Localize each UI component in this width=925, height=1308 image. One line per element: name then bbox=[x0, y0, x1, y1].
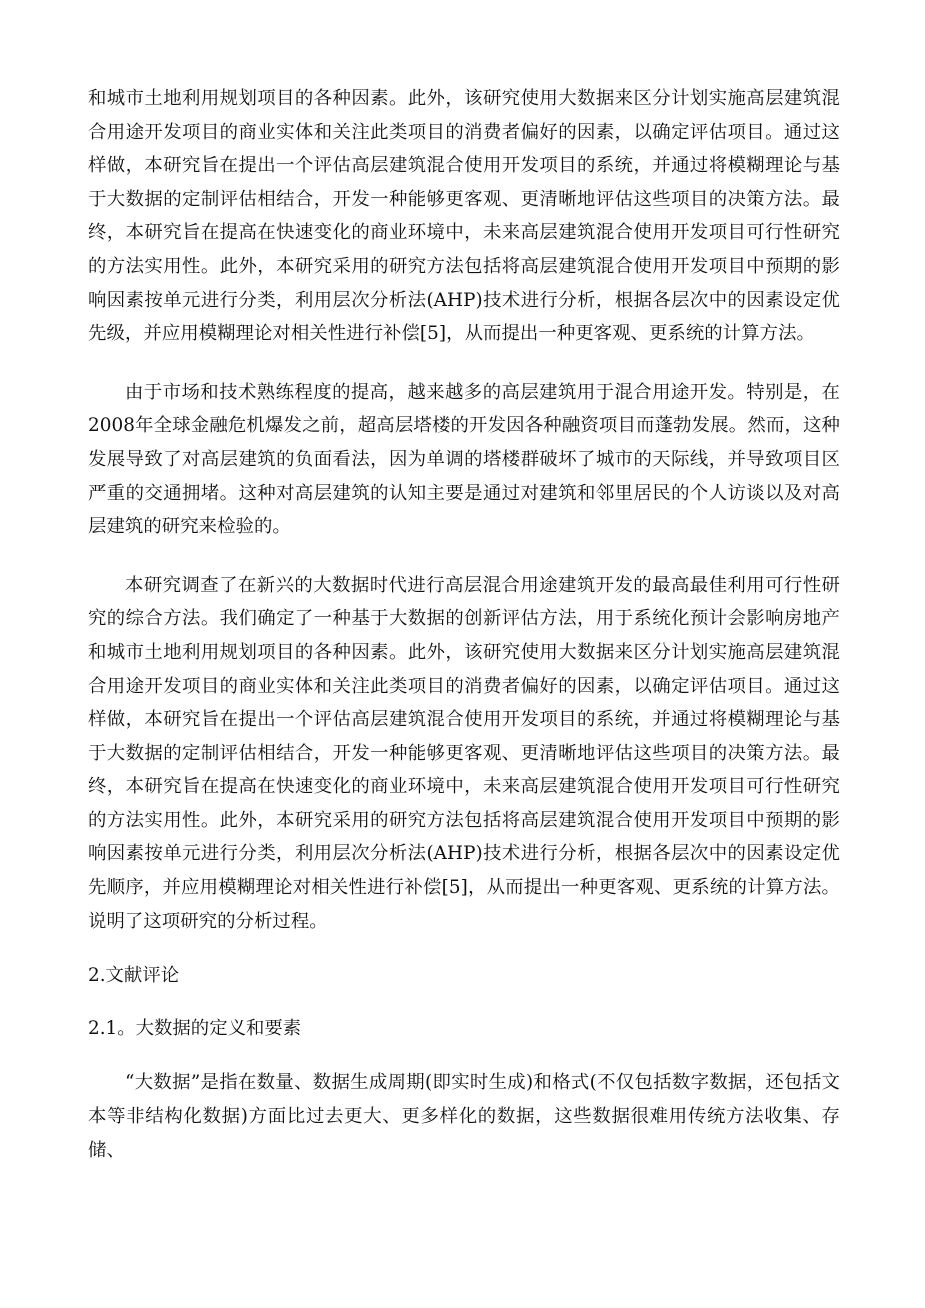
paragraph-continued: 和城市土地利用规划项目的各种因素。此外，该研究使用大数据来区分计划实施高层建筑混合用途开发项目的商业实体和关注此类项目的消费者偏好的因素，以确定评估项目。通过这样做，本研究旨在提出一个评估高层建筑混合使用开发项目的系统，并通过将模糊理论与基于大数据的定制评估相结合，开发一种能够更客观、更清晰地评估这些项目的决策方法。最终，本研究旨在提高在快速变化的商业环境中，未来高层建筑混合使用开发项目可行性研究的方法实用性。此外，本研究采用的研究方法包括将高层建筑混合使用开发项目中预期的影响因素按单元进行分类，利用层次分析法(AHP)技术进行分析，根据各层次中的因素设定优先级，并应用模糊理论对相关性进行补偿[5]，从而提出一种更客观、更系统的计算方法。 bbox=[88, 88, 840, 345]
paragraph-study-overview: 本研究调查了在新兴的大数据时代进行高层混合用途建筑开发的最高最佳利用可行性研究的综合方法。我们确定了一种基于大数据的创新评估方法，用于系统化预计会影响房地产和城市土地利用规划项目的各种因素。此外，该研究使用大数据来区分计划实施高层建筑混合用途开发项目的商业实体和关注此类项目的消费者偏好的因素，以确定评估项目。通过这样做，本研究旨在提出一个评估高层建筑混合使用开发项目的系统，并通过将模糊理论与基于大数据的定制评估相结合，开发一种能够更客观、更清晰地评估这些项目的决策方法。最终，本研究旨在提高在快速变化的商业环境中，未来高层建筑混合使用开发项目可行性研究的方法实用性。此外，本研究采用的研究方法包括将高层建筑混合使用开发项目中预期的影响因素按单元进行分类，利用层次分析法(AHP)技术进行分析，根据各层次中的因素设定优先顺序，并应用模糊理论对相关性进行补偿[5]，从而提出一种更客观、更系统的计算方法。说明了这项研究的分析过程。 bbox=[88, 574, 840, 932]
paragraph-big-data-definition: “大数据”是指在数量、数据生成周期(即实时生成)和格式(不仅包括数字数据，还包括文本等非结构化数据)方面比过去更大、更多样化的数据，这些数据很难用传统方法收集、存储、 bbox=[88, 1072, 840, 1161]
paragraph-high-rise-development: 由于市场和技术熟练程度的提高，越来越多的高层建筑用于混合用途开发。特别是，在2008年全球金融危机爆发之前，超高层塔楼的开发因各种融资项目而蓬勃发展。然而，这种发展导致了对高层建筑的负面看法，因为单调的塔楼群破坏了城市的天际线，并导致项目区严重的交通拥堵。这种对高层建筑的认知主要是通过对建筑和邻里居民的个人访谈以及对高层建筑的研究来检验的。 bbox=[88, 381, 840, 538]
subsection-heading-big-data-definition: 2.1。大数据的定义和要素 bbox=[88, 1017, 302, 1039]
section-heading-literature-review: 2.文献评论 bbox=[88, 965, 180, 987]
document-page bbox=[88, 82, 840, 1167]
